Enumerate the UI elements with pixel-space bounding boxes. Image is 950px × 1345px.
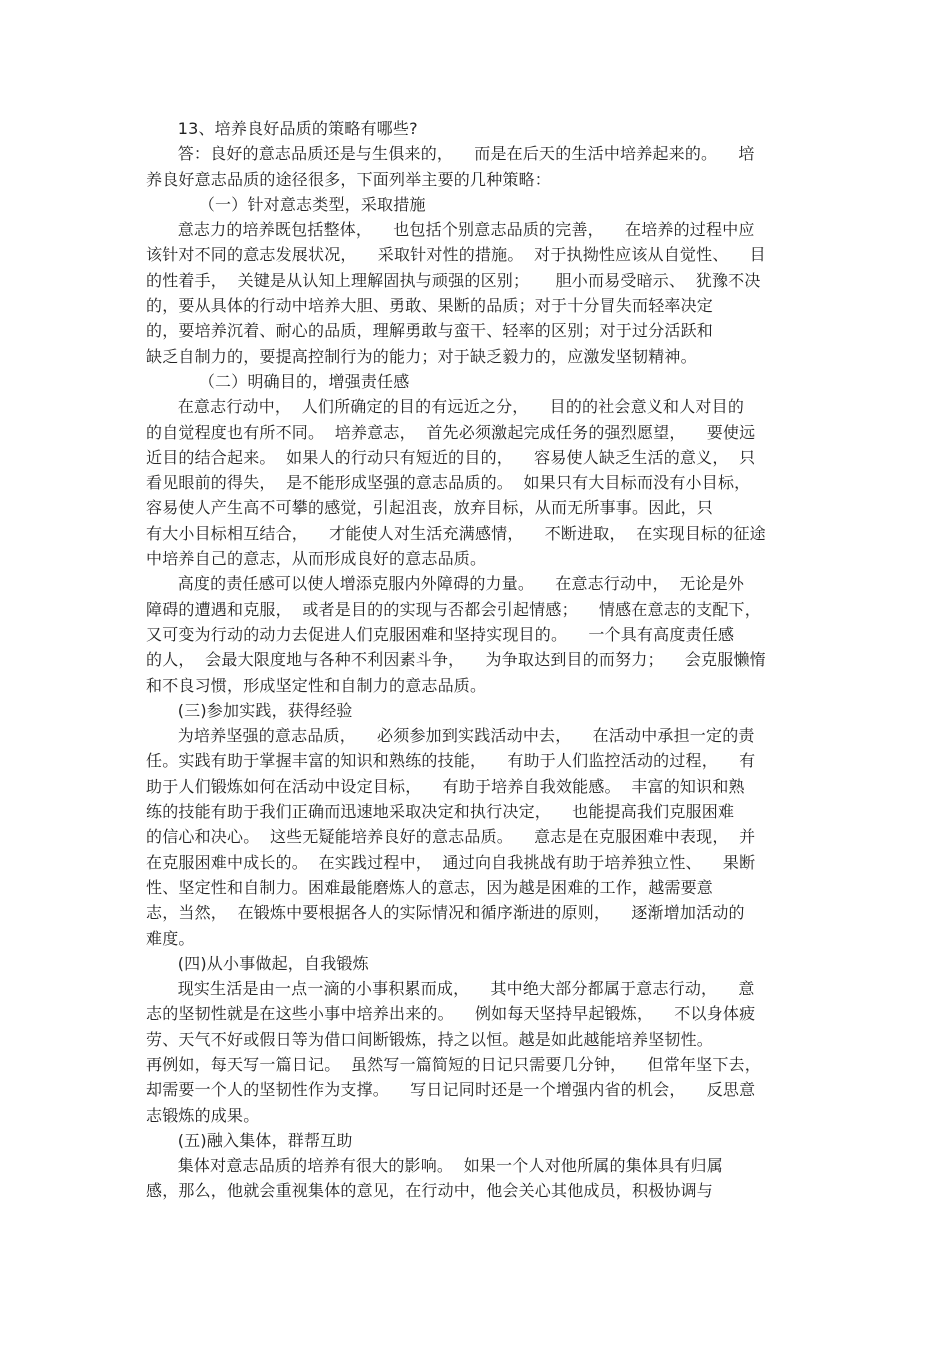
- text-line: 近目的结合起来。 如果人的行动只有短近的目的， 容易使人缺乏生活的意义， 只: [146, 447, 756, 467]
- text-line: 志锻炼的成果。: [146, 1105, 260, 1125]
- text-line: 劳、天气不好或假日等为借口间断锻炼，持之以恒。越是如此越能培养坚韧性。: [146, 1029, 714, 1049]
- text-line: 现实生活是由一点一滴的小事积累而成， 其中绝大部分都属于意志行动， 意: [146, 979, 755, 999]
- text-line: 志的坚韧性就是在这些小事中培养出来的。 例如每天坚持早起锻炼， 不以身体疲: [146, 1004, 756, 1024]
- text-line: 的自觉程度也有所不同。 培养意志， 首先必须激起完成任务的强烈愿望， 要使远: [146, 422, 756, 442]
- text-line: 看见眼前的得失， 是不能形成坚强的意志品质的。 如果只有大目标而没有小目标，: [146, 473, 751, 493]
- text-line: 在意志行动中， 人们所确定的目的有远近之分， 目的的社会意义和人对目的: [146, 397, 745, 417]
- text-line: 在克服困难中成长的。 在实践过程中， 通过向自我挑战有助于培养独立性、 果断: [146, 852, 756, 872]
- text-line: 难度。: [146, 928, 195, 948]
- text-line: 的性着手， 关键是从认知上理解固执与顽强的区别； 胆小而易受暗示、 犹豫不决: [146, 270, 761, 290]
- text-line: 练的技能有助于我们正确而迅速地采取决定和执行决定， 也能提高我们克服困难: [146, 802, 735, 822]
- text-line: 再例如，每天写一篇日记。 虽然写一篇简短的日记只需要几分钟， 但常年坚下去，: [146, 1054, 761, 1074]
- text-line: (四)从小事做起，自我锻炼: [146, 953, 369, 973]
- text-line: 意志力的培养既包括整体， 也包括个别意志品质的完善， 在培养的过程中应: [146, 220, 755, 240]
- text-line: 助于人们锻炼如何在活动中设定目标， 有助于培养自我效能感。 丰富的知识和熟: [146, 776, 745, 796]
- text-line: 却需要一个人的坚韧性作为支撑。 写日记同时还是一个增强内省的机会， 反思意: [146, 1080, 756, 1100]
- text-line: 的，要培养沉着、耐心的品质，理解勇敢与蛮干、轻率的区别；对于过分活跃和: [146, 321, 714, 341]
- text-line: 容易使人产生高不可攀的感觉，引起沮丧，放弃目标，从而无所事事。因此，只: [146, 498, 714, 518]
- text-line: 为培养坚强的意志品质， 必须参加到实践活动中去， 在活动中承担一定的责: [146, 726, 755, 746]
- text-line: 障碍的遭遇和克服， 或者是目的的实现与否都会引起情感； 情感在意志的支配下，: [146, 599, 761, 619]
- text-line: 任。实践有助于掌握丰富的知识和熟练的技能， 有助于人们监控活动的过程， 有: [146, 751, 756, 771]
- text-line: 又可变为行动的动力去促进人们克服困难和坚持实现目的。 一个具有高度责任感: [146, 624, 735, 644]
- text-line: 感，那么，他就会重视集体的意见，在行动中，他会关心其他成员，积极协调与: [146, 1181, 714, 1201]
- text-line: （二）明确目的，增强责任感: [146, 371, 410, 391]
- text-line: (五)融入集体，群帮互助: [146, 1130, 353, 1150]
- text-line: 养良好意志品质的途径很多，下面列举主要的几种策略：: [146, 169, 552, 189]
- text-line: 的人， 会最大限度地与各种不利因素斗争， 为争取达到目的而努力； 会克服懒惰: [146, 650, 766, 670]
- text-line: 集体对意志品质的培养有很大的影响。 如果一个人对他所属的集体具有归属: [146, 1156, 723, 1176]
- text-line: 的，要从具体的行动中培养大胆、勇敢、果断的品质；对于十分冒失而轻率决定: [146, 296, 714, 316]
- text-line: 缺乏自制力的，要提高控制行为的能力；对于缺乏毅力的，应激发坚韧精神。: [146, 346, 697, 366]
- text-line: 有大小目标相互结合， 才能使人对生活充满感情， 不断进取， 在实现目标的征途: [146, 523, 766, 543]
- text-line: 志，当然， 在锻炼中要根据各人的实际情况和循序渐进的原则， 逐渐增加活动的: [146, 903, 745, 923]
- text-line: (三)参加实践，获得经验: [146, 700, 353, 720]
- text-line: 该针对不同的意志发展状况， 采取针对性的措施。 对于执拗性应该从自觉性、 目: [146, 245, 766, 265]
- text-line: 高度的责任感可以使人增添克服内外障碍的力量。 在意志行动中， 无论是外: [146, 574, 745, 594]
- text-line: （一）针对意志类型，采取措施: [146, 194, 426, 214]
- text-line: 和不良习惯，形成坚定性和自制力的意志品质。: [146, 675, 487, 695]
- text-line: 答：良好的意志品质还是与生俱来的， 而是在后天的生活中培养起来的。 培: [146, 144, 755, 164]
- document-body: [146, 116, 816, 1204]
- text-line: 13、培养良好品质的策略有哪些?: [146, 119, 418, 138]
- text-line: 的信心和决心。 这些无疑能培养良好的意志品质。 意志是在克服困难中表现， 并: [146, 827, 756, 847]
- text-line: 中培养自己的意志，从而形成良好的意志品质。: [146, 549, 487, 569]
- text-line: 性、坚定性和自制力。困难最能磨炼人的意志，因为越是困难的工作，越需要意: [146, 877, 714, 897]
